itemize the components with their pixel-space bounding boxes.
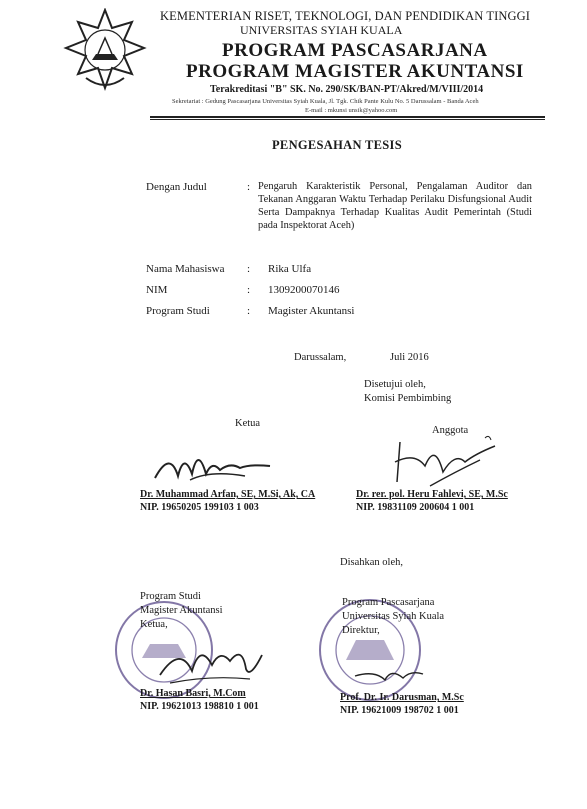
program-head-nip: NIP. 19621013 198810 1 001 [140,701,259,712]
chair-nip: NIP. 19650205 199103 1 003 [140,502,259,513]
accreditation-line: Terakreditasi "B" SK. No. 290/SK/BAN-PT/Akred/M/VIII/2014 [210,84,484,95]
nim-value: 1309200070146 [268,284,340,296]
program-name: PROGRAM PASCASARJANA [222,40,488,61]
approval-date: Juli 2016 [390,352,429,363]
ratified-label: Disahkan oleh, [340,557,403,568]
program-head-signature [150,635,270,690]
prodi-colon: : [247,305,251,317]
right-org-line3: Direktur, [342,625,380,636]
ministry-name: KEMENTERIAN RISET, TEKNOLOGI, DAN PENDIDIKAN TINGGI [160,9,530,23]
nim-colon: : [247,284,251,296]
nim-label: NIM [146,284,168,296]
chair-name: Dr. Muhammad Arfan, SE, M.Si, Ak, CA [140,489,316,500]
email-line: E-mail : mkunsi unsik@yahoo.com [305,107,398,114]
approved-by: Disetujui oleh, [364,379,426,390]
program-magister-name: PROGRAM MAGISTER AKUNTANSI [186,61,524,82]
university-logo [62,8,148,96]
right-org-line2: Universitas Syiah Kuala [342,611,445,622]
approval-place: Darussalam, [294,352,347,363]
director-nip: NIP. 19621009 198702 1 001 [340,705,459,716]
header-divider-thin [150,119,545,120]
judul-colon: : [247,181,251,193]
member-nip: NIP. 19831109 200604 1 001 [356,502,475,513]
secretariat-address: Sekretariat : Gedung Pascasarjana Universitas Syiah Kuala, Jl. Tgk. Chik Pante Kulu No. 5 Darussalam - Banda Aceh [172,98,479,105]
thesis-title: Pengaruh Karakteristik Personal, Pengalaman Auditor dan Tekanan Anggaran Waktu Terhadap Perilaku Disfungsional Audit Serta Dampaknya Terhadap Kualitas Audit Pemerintah (Studi pada Inspektorat Aceh) [258,181,532,231]
header-divider [150,116,545,118]
left-org-line3: Ketua, [140,619,168,630]
committee-label: Komisi Pembimbing [364,393,452,404]
university-name: UNIVERSITAS SYIAH KUALA [240,23,403,37]
director-name: Prof. Dr. Ir. Darusman, M.Sc [340,692,464,703]
document-title: PENGESAHAN TESIS [272,138,402,152]
chair-signature [150,440,280,490]
chair-role: Ketua [235,418,261,429]
director-signature [345,640,435,690]
right-org-line1: Program Pascasarjana [342,597,435,608]
prodi-value: Magister Akuntansi [268,305,355,317]
left-org-line2: Magister Akuntansi [140,605,223,616]
nama-colon: : [247,263,251,275]
left-org-line1: Program Studi [140,591,201,602]
program-head-name: Dr. Hasan Basri, M.Com [140,688,246,699]
prodi-label: Program Studi [146,305,210,317]
nama-label: Nama Mahasiswa [146,263,225,275]
member-name: Dr. rer. pol. Heru Fahlevi, SE, M.Sc [356,489,508,500]
member-role: Anggota [432,425,469,436]
member-signature [385,432,505,492]
judul-label: Dengan Judul [146,181,207,193]
nama-value: Rika Ulfa [268,263,312,275]
